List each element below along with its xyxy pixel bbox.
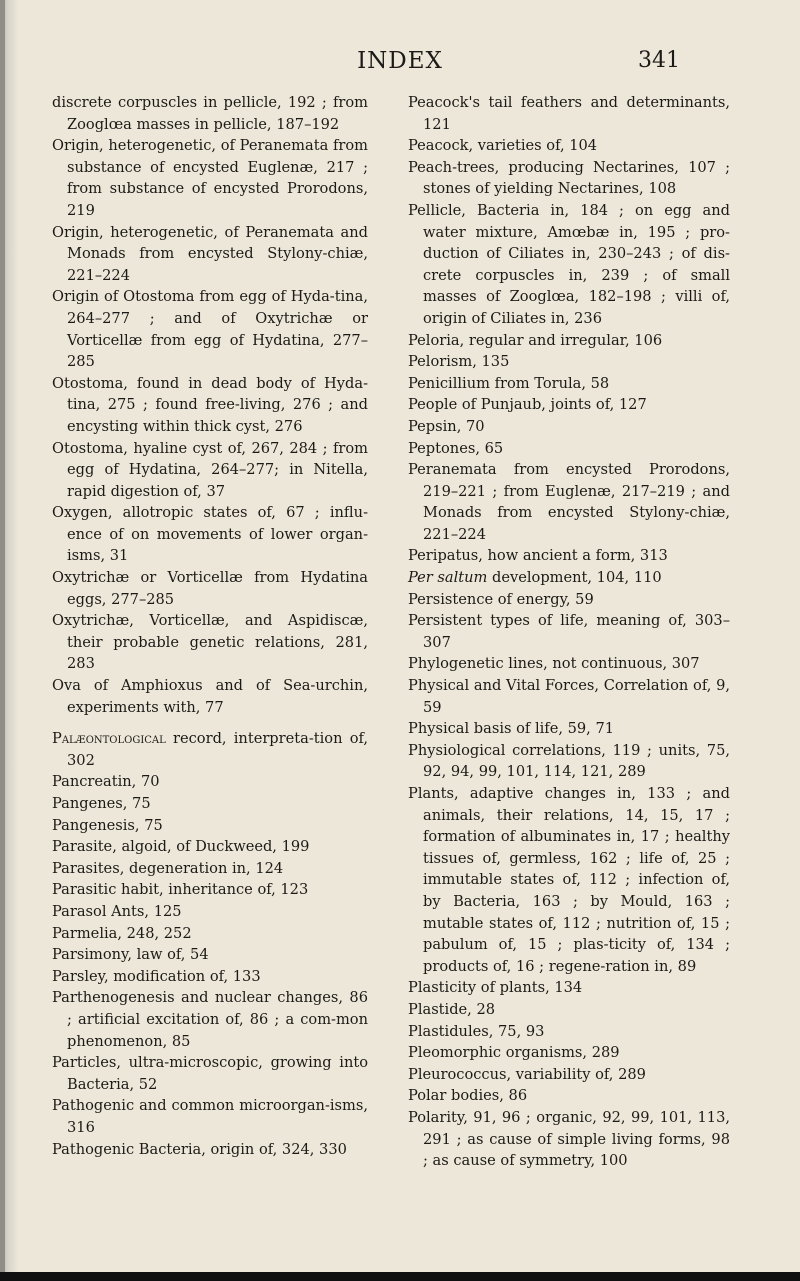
index-entry [52, 728, 368, 771]
index-entry: Plastide, 28 [408, 1000, 496, 1018]
index-entry: Pleomorphic organisms, 289 [408, 1044, 620, 1062]
index-entry: Pelorism, 135 [408, 353, 510, 371]
index-entry: Oxytrichæ, Vorticellæ, and Aspidiscæ, their probable genetic relations, 281, 283 [52, 612, 368, 673]
index-entry: Physical basis of life, 59, 71 [408, 720, 615, 738]
index-entry: Parasites, degeneration in, 124 [52, 859, 284, 877]
index-entry: Pellicle, Bacteria in, 184 ; on egg and water mixture, Amœbæ in, 195 ; pro-duction of Ciliates in, 230–243 ; of dis-crete corpuscles in, 239 ; of small masses of Zooglœa, 182–198 ; villi of, origin of Ciliates in, 236 [408, 201, 730, 327]
index-entry: Parsley, modification of, 133 [52, 967, 261, 985]
index-entry: Origin of Otostoma from egg of Hyda-tina, 264–277 ; and of Oxytrichæ or Vorticellæ from egg of Hydatina, 277–285 [52, 288, 368, 371]
page-edge-binding [0, 0, 5, 1281]
entry-text: development, 104, 110 [487, 569, 662, 587]
letter-section-gap [52, 718, 368, 728]
index-entry: Plants, adaptive changes in, 133 ; and animals, their relations, 14, 15, 17 ; formation of albuminates in, 17 ; healthy tissues of, germless, 162 ; life of, 25 ; immutable states of, 112 ; infection of, by Bacteria, 163 ; by Mould, 163 ; mutable states of, 112 ; nutrition of, 15 ; pabulum of, 15 ; plas-ticity of, 134 ; products of, 16 ; regene-ration in, 89 [408, 785, 730, 975]
index-entry: Particles, ultra-microscopic, growing into Bacteria, 52 [52, 1054, 368, 1093]
index-entry: Parthenogenesis and nuclear changes, 86 ; artificial excitation of, 86 ; a com-mon phenomenon, 85 [52, 989, 368, 1050]
running-title: INDEX [357, 48, 443, 74]
index-entry: Peptones, 65 [408, 439, 504, 457]
index-entry: Peach-trees, producing Nectarines, 107 ; stones of yielding Nectarines, 108 [408, 158, 730, 198]
index-entry: Pleurococcus, variability of, 289 [408, 1065, 646, 1083]
index-entry: Physical and Vital Forces, Correlation of, 9, 59 [408, 677, 730, 716]
index-entry: Pathogenic and common microorgan-isms, 316 [52, 1097, 368, 1136]
index-entry: Otostoma, hyaline cyst of, 267, 284 ; from egg of Hydatina, 264–277; in Nitella, rapid digestion of, 37 [52, 439, 368, 500]
index-entry: Persistence of energy, 59 [408, 590, 594, 608]
index-entry: Peacock, varieties of, 104 [408, 137, 598, 155]
index-entry: Penicillium from Torula, 58 [408, 374, 610, 392]
index-entry: Oxytrichæ or Vorticellæ from Hydatina eggs, 277–285 [52, 569, 368, 608]
index-entry: Pancreatin, 70 [52, 773, 160, 791]
index-entry: Plastidules, 75, 93 [408, 1022, 545, 1040]
index-entry [408, 567, 730, 589]
index-entry: Plasticity of plants, 134 [408, 979, 583, 997]
index-entry: Parsimony, law of, 54 [52, 946, 209, 964]
index-entry: Parmelia, 248, 252 [52, 924, 192, 942]
index-entry: Polarity, 91, 96 ; organic, 92, 99, 101, 113, 291 ; as cause of simple living forms, 98 ; as cause of symmetry, 100 [408, 1108, 730, 1170]
index-entry: People of Punjaub, joints of, 127 [408, 396, 647, 414]
index-entry: Parasite, algoid, of Duckweed, 199 [52, 838, 310, 856]
index-entry: Oxygen, allotropic states of, 67 ; influ-ence of on movements of lower organ-isms, 31 [52, 504, 368, 565]
index-entry: Pangenesis, 75 [52, 816, 163, 834]
index-column-left [52, 92, 368, 1160]
page-number: 341 [638, 48, 680, 73]
index-entry: discrete corpuscles in pellicle, 192 ; from Zooglœa masses in pellicle, 187–192 [52, 94, 368, 133]
index-entry: Pepsin, 70 [408, 417, 485, 435]
index-entry: Physiological correlations, 119 ; units, 75, 92, 94, 99, 101, 114, 121, 289 [408, 741, 730, 781]
index-entry: Pangenes, 75 [52, 795, 151, 812]
index-entry: Peloria, regular and irregular, 106 [408, 331, 663, 349]
index-entry: Pathogenic Bacteria, origin of, 324, 330 [52, 1140, 347, 1158]
index-entry: Peranemata from encysted Prorodons, 219–221 ; from Euglenæ, 217–219 ; and Monads from encysted Stylony-chiæ, 221–224 [408, 461, 730, 543]
scan-bottom-edge [0, 1272, 800, 1281]
index-entry: Peripatus, how ancient a form, 313 [408, 547, 668, 565]
index-entry: Otostoma, found in dead body of Hyda-tina, 275 ; found free-living, 276 ; and encysting within thick cyst, 276 [52, 374, 368, 435]
index-entry: Phylogenetic lines, not continuous, 307 [408, 655, 700, 673]
entry-text: record, interpreta-tion of, 302 [67, 730, 368, 769]
index-entry: Persistent types of life, meaning of, 303–307 [408, 612, 730, 651]
index-entry: Ova of Amphioxus and of Sea-urchin, experiments with, 77 [52, 677, 368, 716]
index-entry: Peacock's tail feathers and determinants, 121 [408, 94, 730, 133]
index-entry: Origin, heterogenetic, of Peranemata and Monads from encysted Stylony-chiæ, 221–224 [52, 223, 368, 284]
index-entry: Polar bodies, 86 [408, 1087, 528, 1105]
page-header [0, 48, 800, 88]
small-caps-headword: Palæontological [52, 730, 166, 748]
index-entry: Parasol Ants, 125 [52, 902, 182, 920]
index-entry: Origin, heterogenetic, of Peranemata from substance of encysted Euglenæ, 217 ; from substance of encysted Prorodons, 219 [52, 137, 368, 219]
italic-headword: Per saltum [408, 569, 488, 587]
index-column-right [408, 92, 730, 1172]
index-entry: Parasitic habit, inheritance of, 123 [52, 881, 309, 899]
